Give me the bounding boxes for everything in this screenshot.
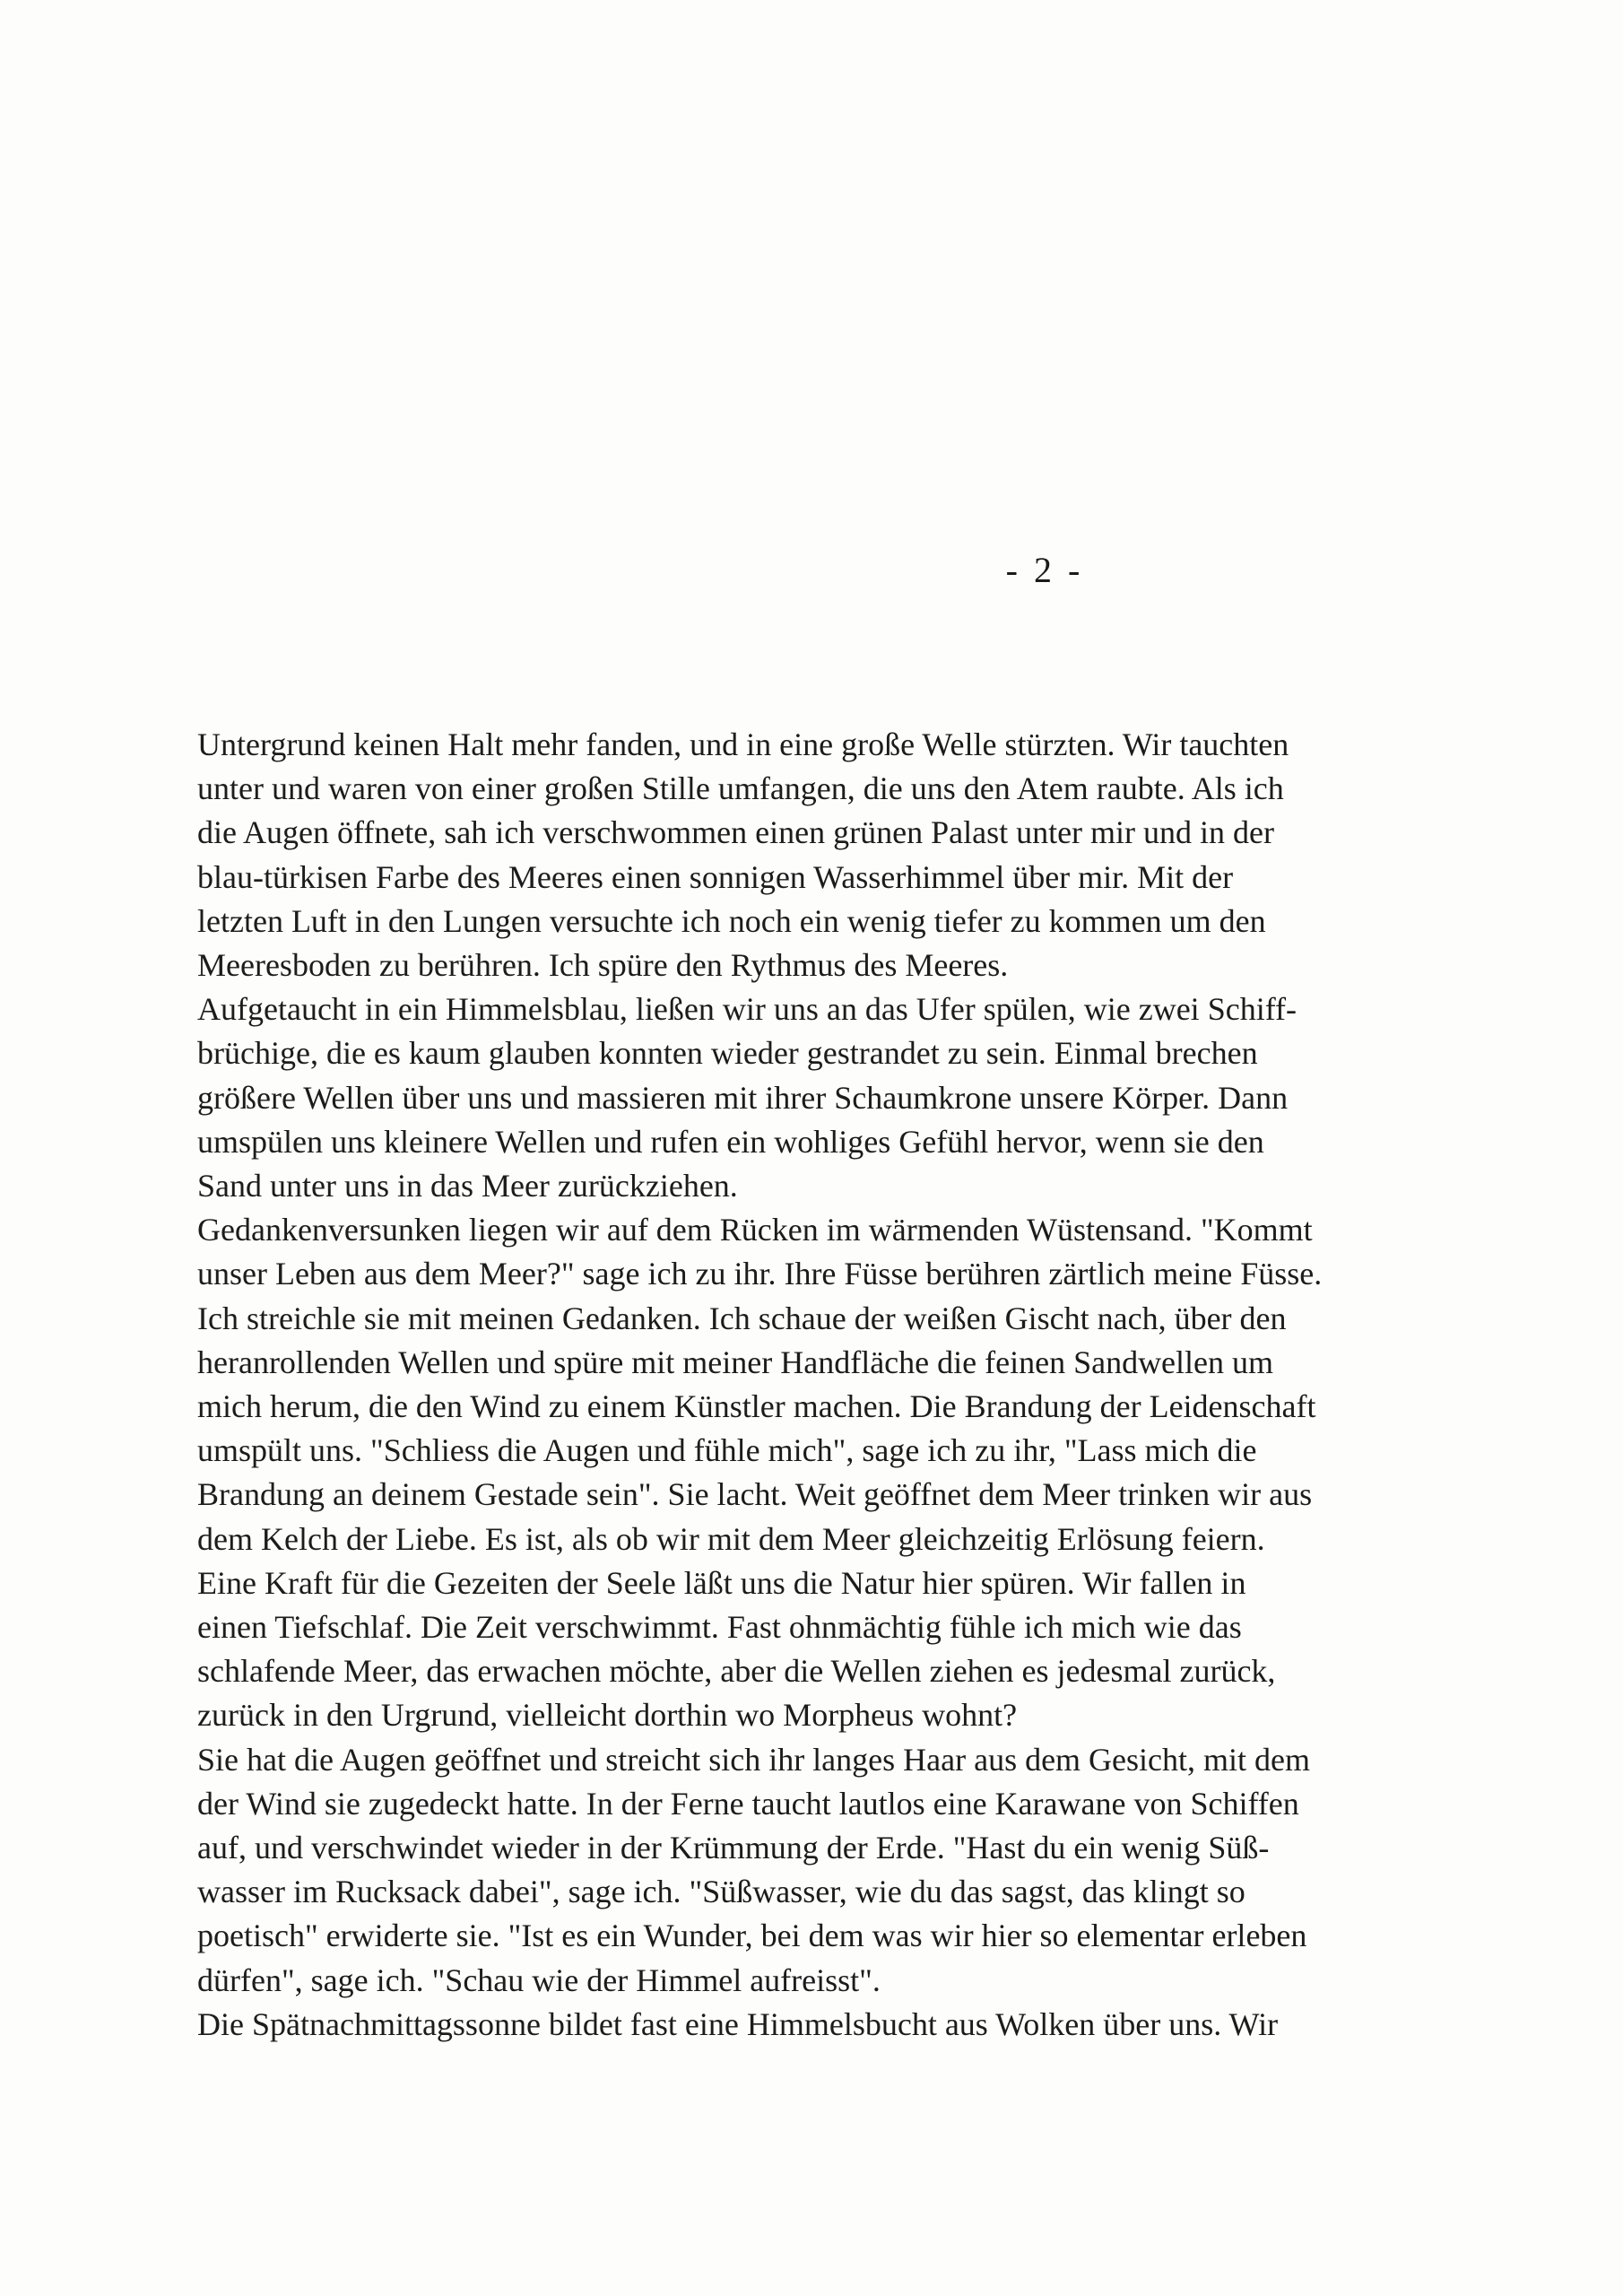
text-line: brüchige, die es kaum glauben konnten wieder gestrandet zu sein. Einmal brechen xyxy=(197,1035,1258,1072)
page-number: - 2 - xyxy=(1005,550,1084,590)
text-line: letzten Luft in den Lungen versuchte ich noch ein wenig tiefer zu kommen um den xyxy=(197,902,1266,939)
text-line: Eine Kraft für die Gezeiten der Seele läßt uns die Natur hier spüren. Wir fallen in xyxy=(197,1564,1246,1601)
text-line: der Wind sie zugedeckt hatte. In der Ferne taucht lautlos eine Karawane von Schiffen xyxy=(197,1785,1299,1822)
text-line: Untergrund keinen Halt mehr fanden, und in eine große Welle stürzten. Wir tauchten xyxy=(197,726,1289,762)
body-text xyxy=(197,723,1560,2047)
text-line: zurück in den Urgrund, vielleicht dorthin wo Morpheus wohnt? xyxy=(197,1697,1018,1734)
text-line: wasser im Rucksack dabei", sage ich. "Süßwasser, wie du das sagst, das klingt so xyxy=(197,1874,1245,1910)
text-line: dürfen", sage ich. "Schau wie der Himmel aufreisst". xyxy=(197,1961,881,1998)
text-line: mich herum, die den Wind zu einem Künstler machen. Die Brandung der Leidenschaft xyxy=(197,1388,1316,1425)
text-line: heranrollenden Wellen und spüre mit meiner Handfläche die feinen Sandwellen um xyxy=(197,1344,1274,1380)
text-line: größere Wellen über uns und massieren mit ihrer Schaumkrone unsere Körper. Dann xyxy=(197,1079,1289,1116)
text-line: Brandung an deinem Gestade sein". Sie lacht. Weit geöffnet dem Meer trinken wir aus xyxy=(197,1476,1313,1513)
text-line: Ich streichle sie mit meinen Gedanken. Ich schaue der weißen Gischt nach, über den xyxy=(197,1300,1287,1336)
text-line: schlafende Meer, das erwachen möchte, aber die Wellen ziehen es jedesmal zurück, xyxy=(197,1653,1276,1690)
text-line: dem Kelch der Liebe. Es ist, als ob wir mit dem Meer gleichzeitig Erlösung feiern. xyxy=(197,1520,1265,1557)
text-line: Gedankenversunken liegen wir auf dem Rücken im wärmenden Wüstensand. "Kommt xyxy=(197,1212,1313,1248)
text-line: die Augen öffnete, sah ich verschwommen einen grünen Palast unter mir und in der xyxy=(197,814,1275,851)
text-line: Aufgetaucht in ein Himmelsblau, ließen wir uns an das Ufer spülen, wie zwei Schiff- xyxy=(197,991,1298,1028)
text-line: auf, und verschwindet wieder in der Krümmung der Erde. "Hast du ein wenig Süß- xyxy=(197,1830,1270,1866)
text-line: Meeresboden zu berühren. Ich spüre den Rythmus des Meeres. xyxy=(197,947,1009,984)
text-line: Die Spätnachmittagssonne bildet fast eine Himmelsbucht aus Wolken über uns. Wir xyxy=(197,2005,1279,2042)
text-line: Sie hat die Augen geöffnet und streicht sich ihr langes Haar aus dem Gesicht, mit dem xyxy=(197,1741,1311,1778)
text-line: poetisch" erwiderte sie. "Ist es ein Wunder, bei dem was wir hier so elementar erleben xyxy=(197,1918,1307,1954)
text-line: unser Leben aus dem Meer?" sage ich zu ihr. Ihre Füsse berühren zärtlich meine Füsse. xyxy=(197,1256,1323,1292)
text-line: umspülen uns kleinere Wellen und rufen ein wohliges Gefühl hervor, wenn sie den xyxy=(197,1123,1264,1160)
text-line: unter und waren von einer großen Stille umfangen, die uns den Atem raubte. Als ich xyxy=(197,770,1284,807)
text-line: Sand unter uns in das Meer zurückziehen. xyxy=(197,1168,738,1205)
text-line: blau-türkisen Farbe des Meeres einen sonnigen Wasserhimmel über mir. Mit der xyxy=(197,858,1234,895)
text-line: einen Tiefschlaf. Die Zeit verschwimmt. Fast ohnmächtig fühle ich mich wie das xyxy=(197,1609,1242,1646)
text-line: umspült uns. "Schliess die Augen und fühle mich", sage ich zu ihr, "Lass mich die xyxy=(197,1432,1257,1469)
